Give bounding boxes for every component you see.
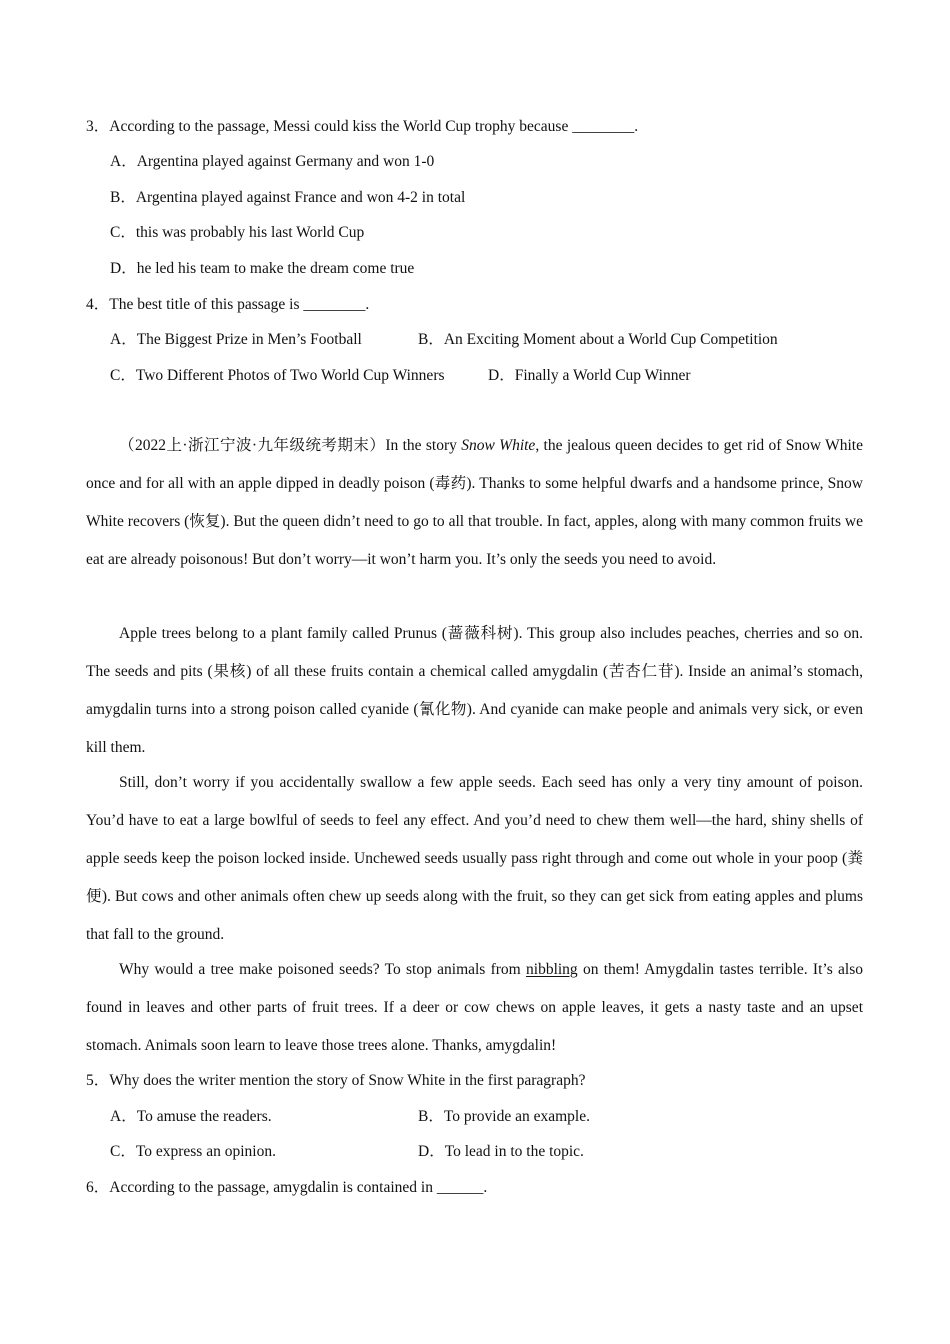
passage-p1-intro: In the story — [385, 437, 462, 454]
question-5-option-a: A．To amuse the readers. — [110, 1108, 272, 1125]
question-4-option-a: A．The Biggest Prize in Men’s Football — [110, 331, 362, 348]
passage-paragraph-3: Still, don’t worry if you accidentally swallow a few apple seeds. Each seed has only a very tiny amount of poison. You’d have to eat a large bowlful of seeds to feel any effect. And you’d need to chew them well—the hard, shiny shells of apple seeds keep the poison locked inside. Unchewed seeds usually pass right through and come out whole in your poop (粪便). But cows and other animals often chew up seeds along with the fruit, so they can get sick from eating apples and plums that fall to the ground. — [86, 774, 863, 943]
question-3-option-c: C．this was probably his last World Cup — [110, 224, 365, 241]
question-3-stem: 3．According to the passage, Messi could kiss the World Cup trophy because ________. — [86, 118, 639, 135]
passage-p4-body: on them! Amygdalin tastes terrible. It’s also found in leaves and other parts of fruit trees. If a deer or cow chews on apple leaves, it gets a nasty taste and an upset stomach. Animals soon learn to leave those trees alone. Thanks, amygdalin! — [86, 961, 863, 1054]
question-5-option-d: D．To lead in to the topic. — [418, 1143, 584, 1160]
question-5-option-c: C．To express an opinion. — [110, 1143, 276, 1160]
passage-p4-intro: Why would a tree make poisoned seeds? To stop animals from — [119, 961, 527, 978]
question-4-option-c: C．Two Different Photos of Two World Cup Winners — [110, 367, 445, 384]
passage-paragraph-1 — [86, 427, 863, 579]
question-3-option-b: B．Argentina played against France and won 4-2 in total — [110, 189, 466, 206]
question-3-option-a: A．Argentina played against Germany and won 1-0 — [110, 153, 435, 170]
question-3-option-d: D．he led his team to make the dream come true — [110, 260, 415, 277]
question-4-stem: 4．The best title of this passage is ________. — [86, 296, 370, 313]
question-4-option-b: B．An Exciting Moment about a World Cup Competition — [418, 331, 778, 348]
underlined-word: nibbling — [526, 961, 578, 978]
question-4-option-d: D．Finally a World Cup Winner — [488, 367, 691, 384]
question-6-stem: 6．According to the passage, amygdalin is contained in ______. — [86, 1179, 488, 1196]
passage-paragraph-4 — [86, 951, 863, 1065]
passage-p1-body: , the jealous queen decides to get rid of Snow White once and for all with an apple dipped in deadly poison (毒药). Thanks to some helpful dwarfs and a handsome prince, Snow White recovers (恢复). But the queen didn’t need to go to all that trouble. In fact, apples, along with many common fruits we eat are already poisonous! But don’t worry—it won’t harm you. It’s only the seeds you need to avoid. — [86, 437, 863, 568]
passage-source: （2022上·浙江宁波·九年级统考期末） — [119, 437, 386, 454]
story-title: Snow White — [461, 437, 536, 454]
question-5-option-b: B．To provide an example. — [418, 1108, 590, 1125]
passage-paragraph-2: Apple trees belong to a plant family called Prunus (蔷薇科树). This group also includes peaches, cherries and so on. The seeds and pits (果核) of all these fruits contain a chemical called amygdalin (苦杏仁苷). Inside an animal’s stomach, amygdalin turns into a strong poison called cyanide (氰化物). And cyanide can make people and animals very sick, or even kill them. — [86, 625, 863, 756]
question-5-stem: 5．Why does the writer mention the story of Snow White in the first paragraph? — [86, 1072, 586, 1089]
